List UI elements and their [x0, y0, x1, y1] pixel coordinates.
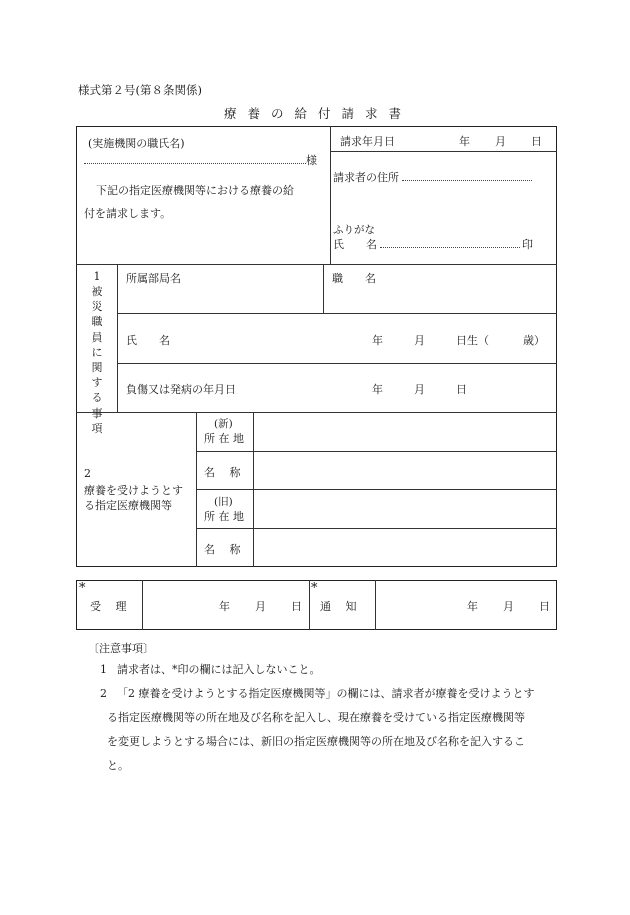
injury-date-label: 負傷又は発病の年月日 [126, 383, 236, 396]
vline-s2-field [253, 412, 254, 567]
receipt-month: 月 [255, 600, 266, 613]
section1-label-char: 事 [91, 406, 103, 420]
new-tag: (新) [214, 418, 233, 430]
section2-number: 2 [84, 467, 91, 480]
notice-star: * [311, 581, 318, 596]
note-2-number: 2 [100, 687, 107, 700]
vline-s1-post [323, 264, 324, 313]
divider-s2-a [196, 451, 557, 452]
notice-label: 通 知 [320, 600, 357, 613]
form-number: 様式第２号(第８条関係) [78, 83, 202, 97]
new-name-label: 名 称 [204, 466, 241, 479]
furigana-label: ふりがな [333, 224, 375, 236]
section1-label-char: 災 [91, 300, 103, 314]
post-label: 職 名 [332, 272, 376, 285]
section1-label-char: す [91, 376, 103, 390]
honorific: 様 [306, 154, 317, 167]
vline-header [330, 126, 331, 264]
notice-year: 年 [467, 600, 478, 613]
name-label: 氏 名 [333, 238, 377, 251]
vline-office-3 [375, 580, 376, 630]
receipt-star: * [79, 581, 86, 596]
agency-name-line[interactable] [84, 163, 306, 164]
address-label: 請求者の住所 [333, 171, 399, 184]
note-2-line-4: と。 [107, 759, 129, 772]
divider-s1-a [117, 313, 557, 314]
dept-label: 所属部局名 [126, 272, 181, 285]
date-month: 月 [495, 135, 506, 148]
vline-s2-label [196, 412, 197, 567]
date-label: 請求年月日 [340, 135, 395, 148]
request-text-1: 下記の指定医療機関等における療養の給 [96, 184, 294, 197]
new-address-label: 所 在 地 [204, 432, 244, 445]
vline-office-1 [142, 580, 143, 630]
old-tag: (旧) [214, 496, 233, 508]
employee-name-label: 氏 名 [126, 334, 170, 347]
notice-month: 月 [503, 600, 514, 613]
notice-day: 日 [539, 600, 550, 613]
injury-month: 月 [414, 383, 425, 396]
old-name-label: 名 称 [204, 543, 241, 556]
note-1-text: 請求者は、*印の欄には記入しないこと。 [117, 663, 321, 676]
seal-mark: 印 [522, 238, 533, 251]
request-text-2: 付を請求します。 [84, 207, 172, 220]
section1-label-char: 被 [91, 285, 103, 298]
divider-section1 [76, 412, 557, 413]
name-field[interactable] [380, 247, 520, 248]
section1-label-char: 員 [91, 330, 103, 344]
receipt-day: 日 [291, 600, 302, 613]
section1-label-char: る [91, 391, 103, 405]
divider-s2-c [196, 528, 557, 529]
address-field[interactable] [402, 180, 532, 181]
note-2-line-1: 「2 療養を受けようとする指定医療機関等」の欄には、請求者が療養を受けようとす [117, 687, 535, 700]
section1-number: 1 [93, 270, 101, 283]
section1-label [90, 284, 104, 436]
agency-label: (実施機関の職氏名) [88, 137, 185, 150]
section1-label-char: に [91, 345, 103, 359]
divider-s2-b [196, 489, 557, 490]
section2-label-1: 療養を受けようとす [84, 484, 183, 497]
birth-day: 日生（ [456, 334, 489, 347]
note-2-line-3: を変更しようとする場合には、新旧の指定医療機関等の所在地及び名称を記入するこ [107, 735, 525, 748]
vline-s1-label [117, 264, 118, 412]
injury-day: 日 [456, 383, 467, 396]
section1-label-char: 関 [91, 361, 103, 375]
injury-year: 年 [372, 383, 383, 396]
divider-s1-b [117, 363, 557, 364]
note-1-number: 1 [100, 663, 107, 676]
birth-month: 月 [414, 334, 425, 347]
notes-title: 〔注意事項〕 [88, 642, 154, 655]
vline-office-2 [309, 580, 310, 630]
divider-header [76, 264, 557, 265]
old-address-label: 所 在 地 [204, 510, 244, 523]
section1-label-char: 項 [91, 421, 103, 435]
date-year: 年 [459, 135, 470, 148]
age: 歳） [523, 334, 545, 347]
receipt-year: 年 [219, 600, 230, 613]
receipt-label: 受 理 [90, 600, 127, 613]
form-title: 療養の給付請求書 [223, 106, 412, 121]
note-2-line-2: る指定医療機関等の所在地及び名称を記入し、現在療養を受けている指定医療機関等 [107, 711, 525, 724]
section2-label-2: る指定医療機関等 [84, 499, 172, 512]
section1-label-char: 職 [91, 315, 103, 329]
date-day: 日 [531, 135, 542, 148]
birth-year: 年 [372, 334, 383, 347]
divider-date [330, 151, 557, 152]
